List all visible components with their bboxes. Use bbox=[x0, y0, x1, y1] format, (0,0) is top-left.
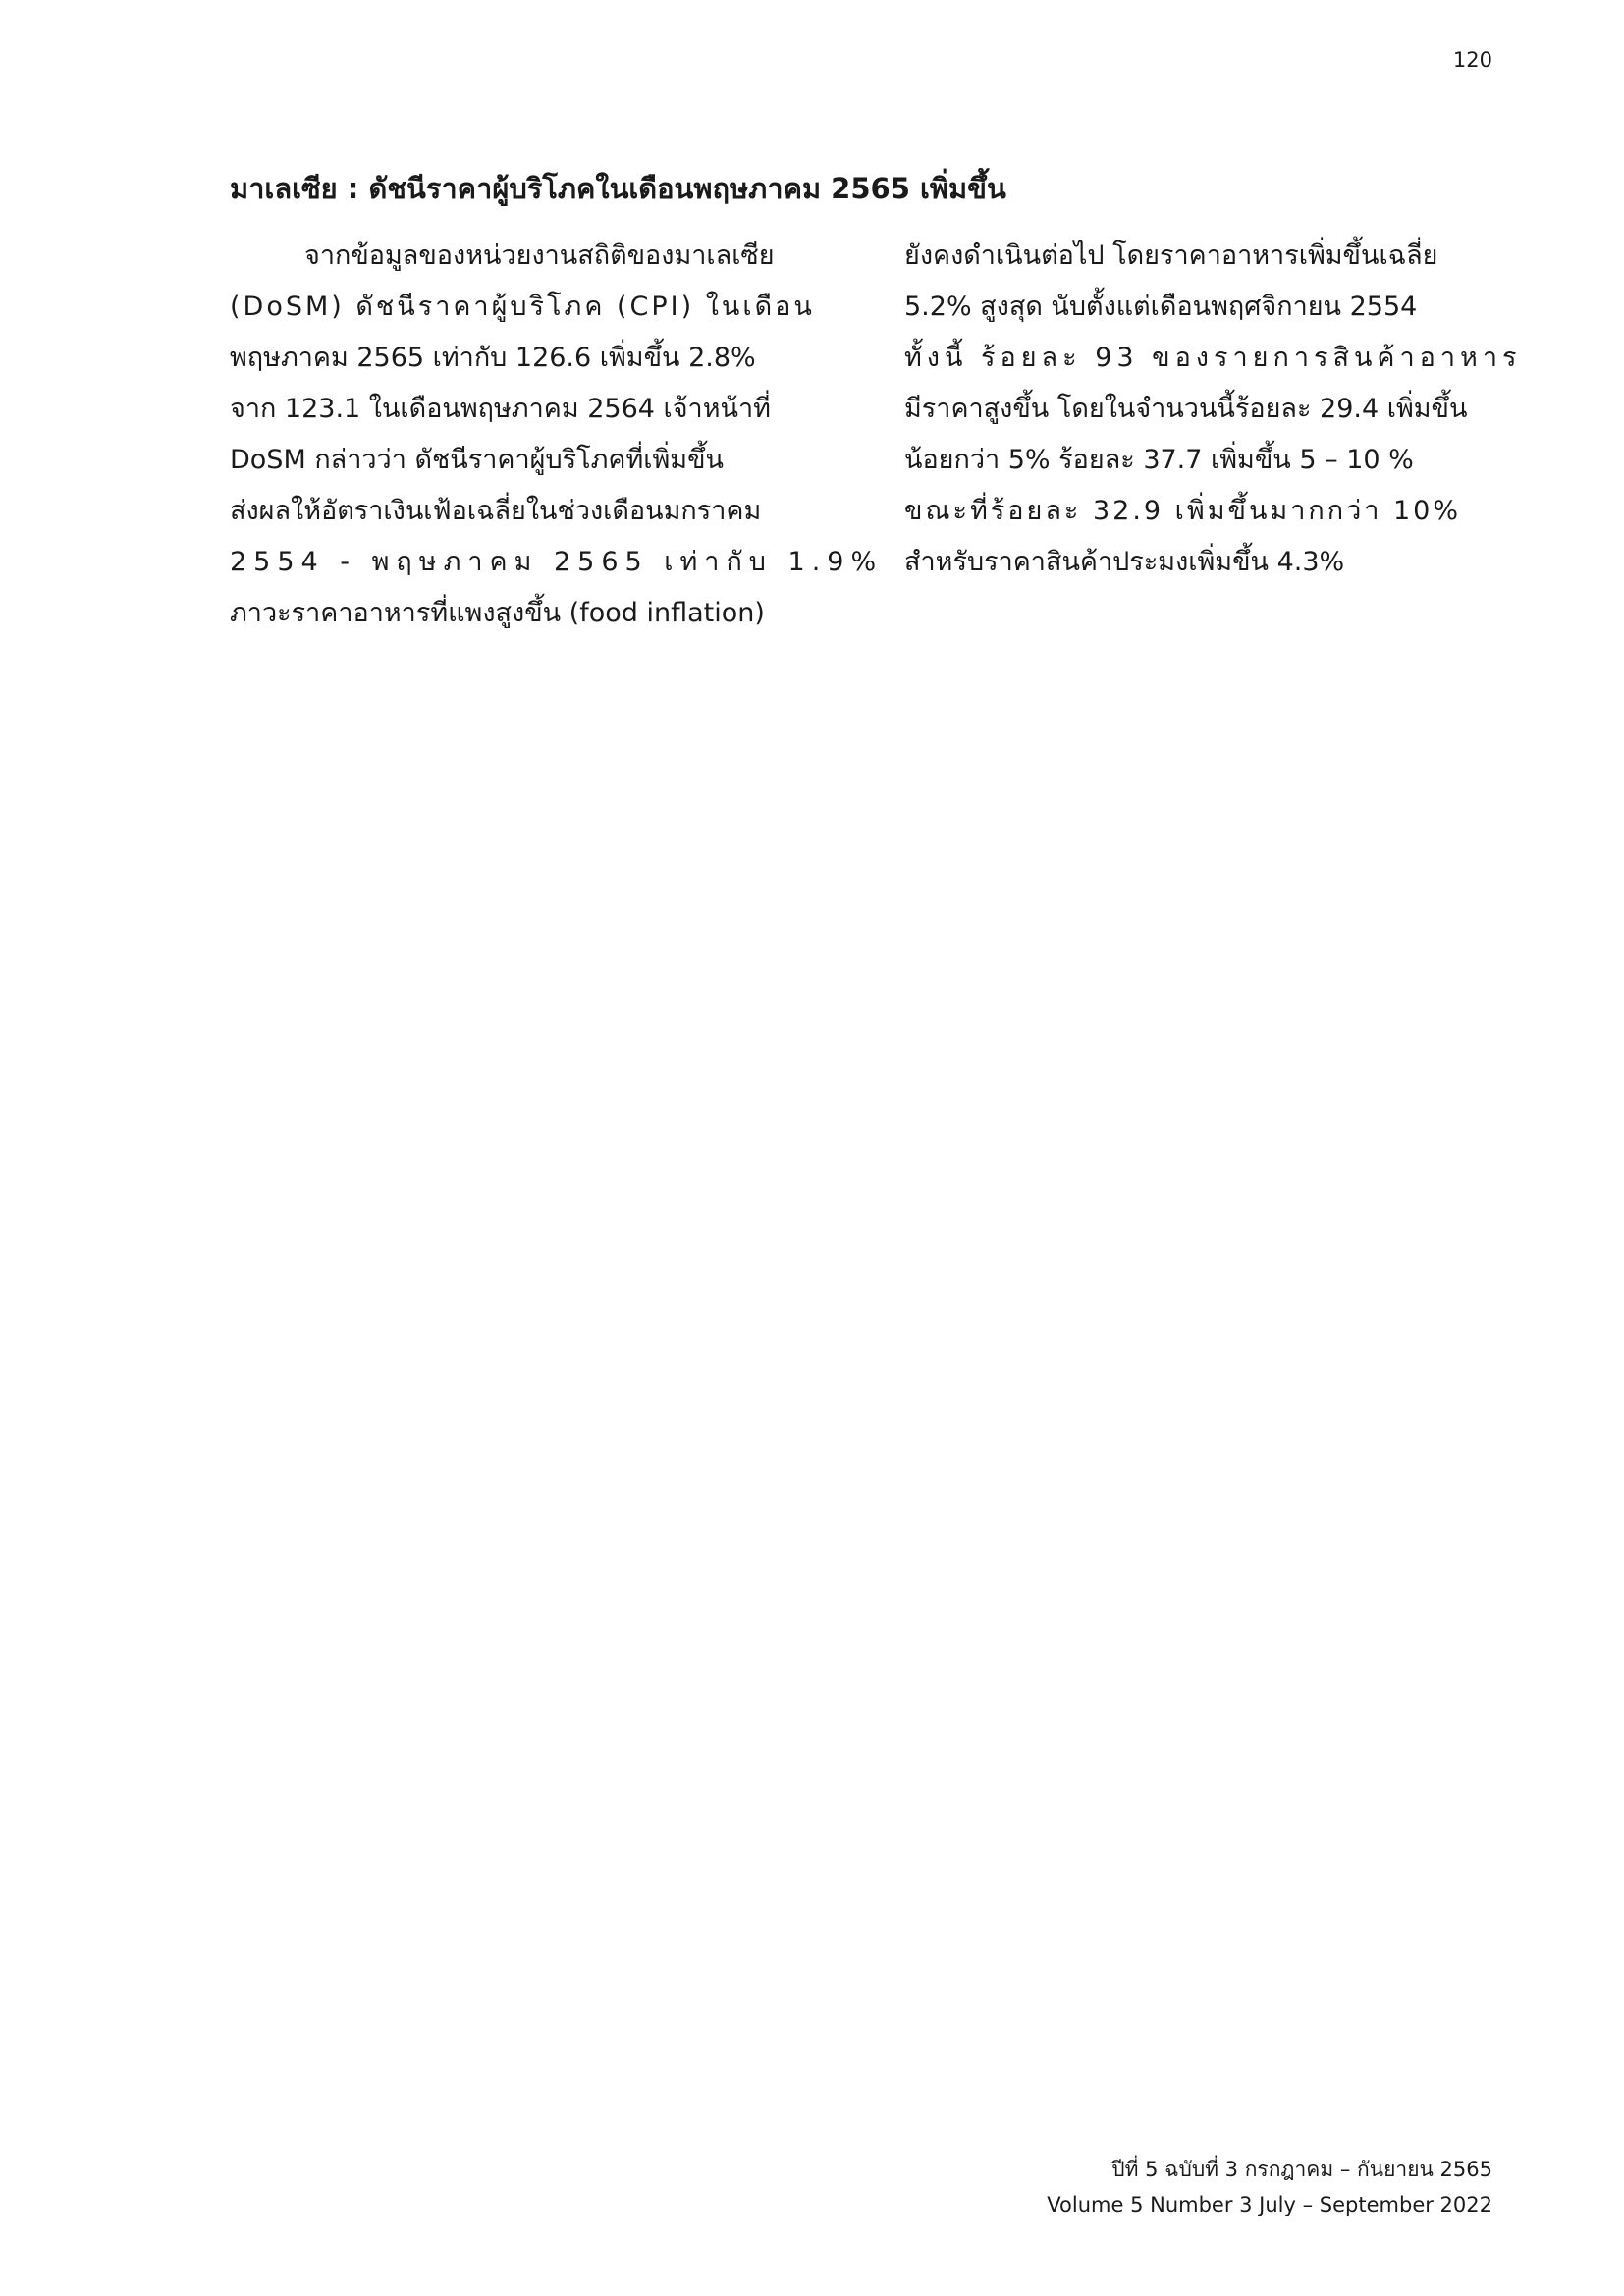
body-line: 2554 - พฤษภาคม 2565 เท่ากับ 1.9% bbox=[230, 547, 884, 577]
body-line: จากข้อมูลของหน่วยงานสถิติของมาเลเซีย bbox=[304, 240, 775, 271]
journal-footer bbox=[943, 2152, 1492, 2222]
body-line: น้อยกว่า 5% ร้อยละ 37.7 เพิ่มขึ้น 5 – 10 % bbox=[904, 445, 1414, 475]
body-line: ยังคงดำเนินต่อไป โดยราคาอาหารเพิ่มขึ้นเฉลี่ย bbox=[904, 240, 1438, 271]
body-line: จาก 123.1 ในเดือนพฤษภาคม 2564 เจ้าหน้าที่ bbox=[230, 394, 771, 424]
body-line: DoSM กล่าวว่า ดัชนีราคาผู้บริโภคที่เพิ่มขึ้น bbox=[230, 445, 725, 475]
body-line: ภาวะราคาอาหารที่แพงสูงขึ้น (food inflation) bbox=[230, 598, 765, 628]
right-column bbox=[904, 231, 1522, 588]
article-title: มาเลเซีย : ดัชนีราคาผู้บริโภคในเดือนพฤษภาคม 2565 เพิ่มขึ้น bbox=[230, 172, 1006, 205]
left-column bbox=[230, 231, 884, 639]
body-line: (DoSM) ดัชนีราคาผู้บริโภค (CPI) ในเดือน bbox=[230, 292, 815, 322]
body-line: พฤษภาคม 2565 เท่ากับ 126.6 เพิ่มขึ้น 2.8% bbox=[230, 343, 756, 373]
footer-thai: ปีที่ 5 ฉบับที่ 3 กรกฎาคม – กันยายน 2565 bbox=[1111, 2158, 1492, 2181]
body-line: ส่งผลให้อัตราเงินเฟ้อเฉลี่ยในช่วงเดือนมกราคม bbox=[230, 496, 762, 526]
page-number: 120 bbox=[1452, 48, 1492, 72]
body-line: ขณะที่ร้อยละ 32.9 เพิ่มขึ้นมากกว่า 10% bbox=[904, 496, 1461, 526]
body-line: 5.2% สูงสุด นับตั้งแต่เดือนพฤศจิกายน 2554 bbox=[904, 292, 1418, 322]
footer-english: Volume 5 Number 3 July – September 2022 bbox=[1047, 2193, 1492, 2216]
body-line: สำหรับราคาสินค้าประมงเพิ่มขึ้น 4.3% bbox=[904, 547, 1345, 577]
body-line: ทั้งนี้ ร้อยละ 93 ของรายการสินค้าอาหาร bbox=[904, 343, 1522, 373]
body-line: มีราคาสูงขึ้น โดยในจำนวนนี้ร้อยละ 29.4 เพิ่มขึ้น bbox=[904, 394, 1468, 424]
